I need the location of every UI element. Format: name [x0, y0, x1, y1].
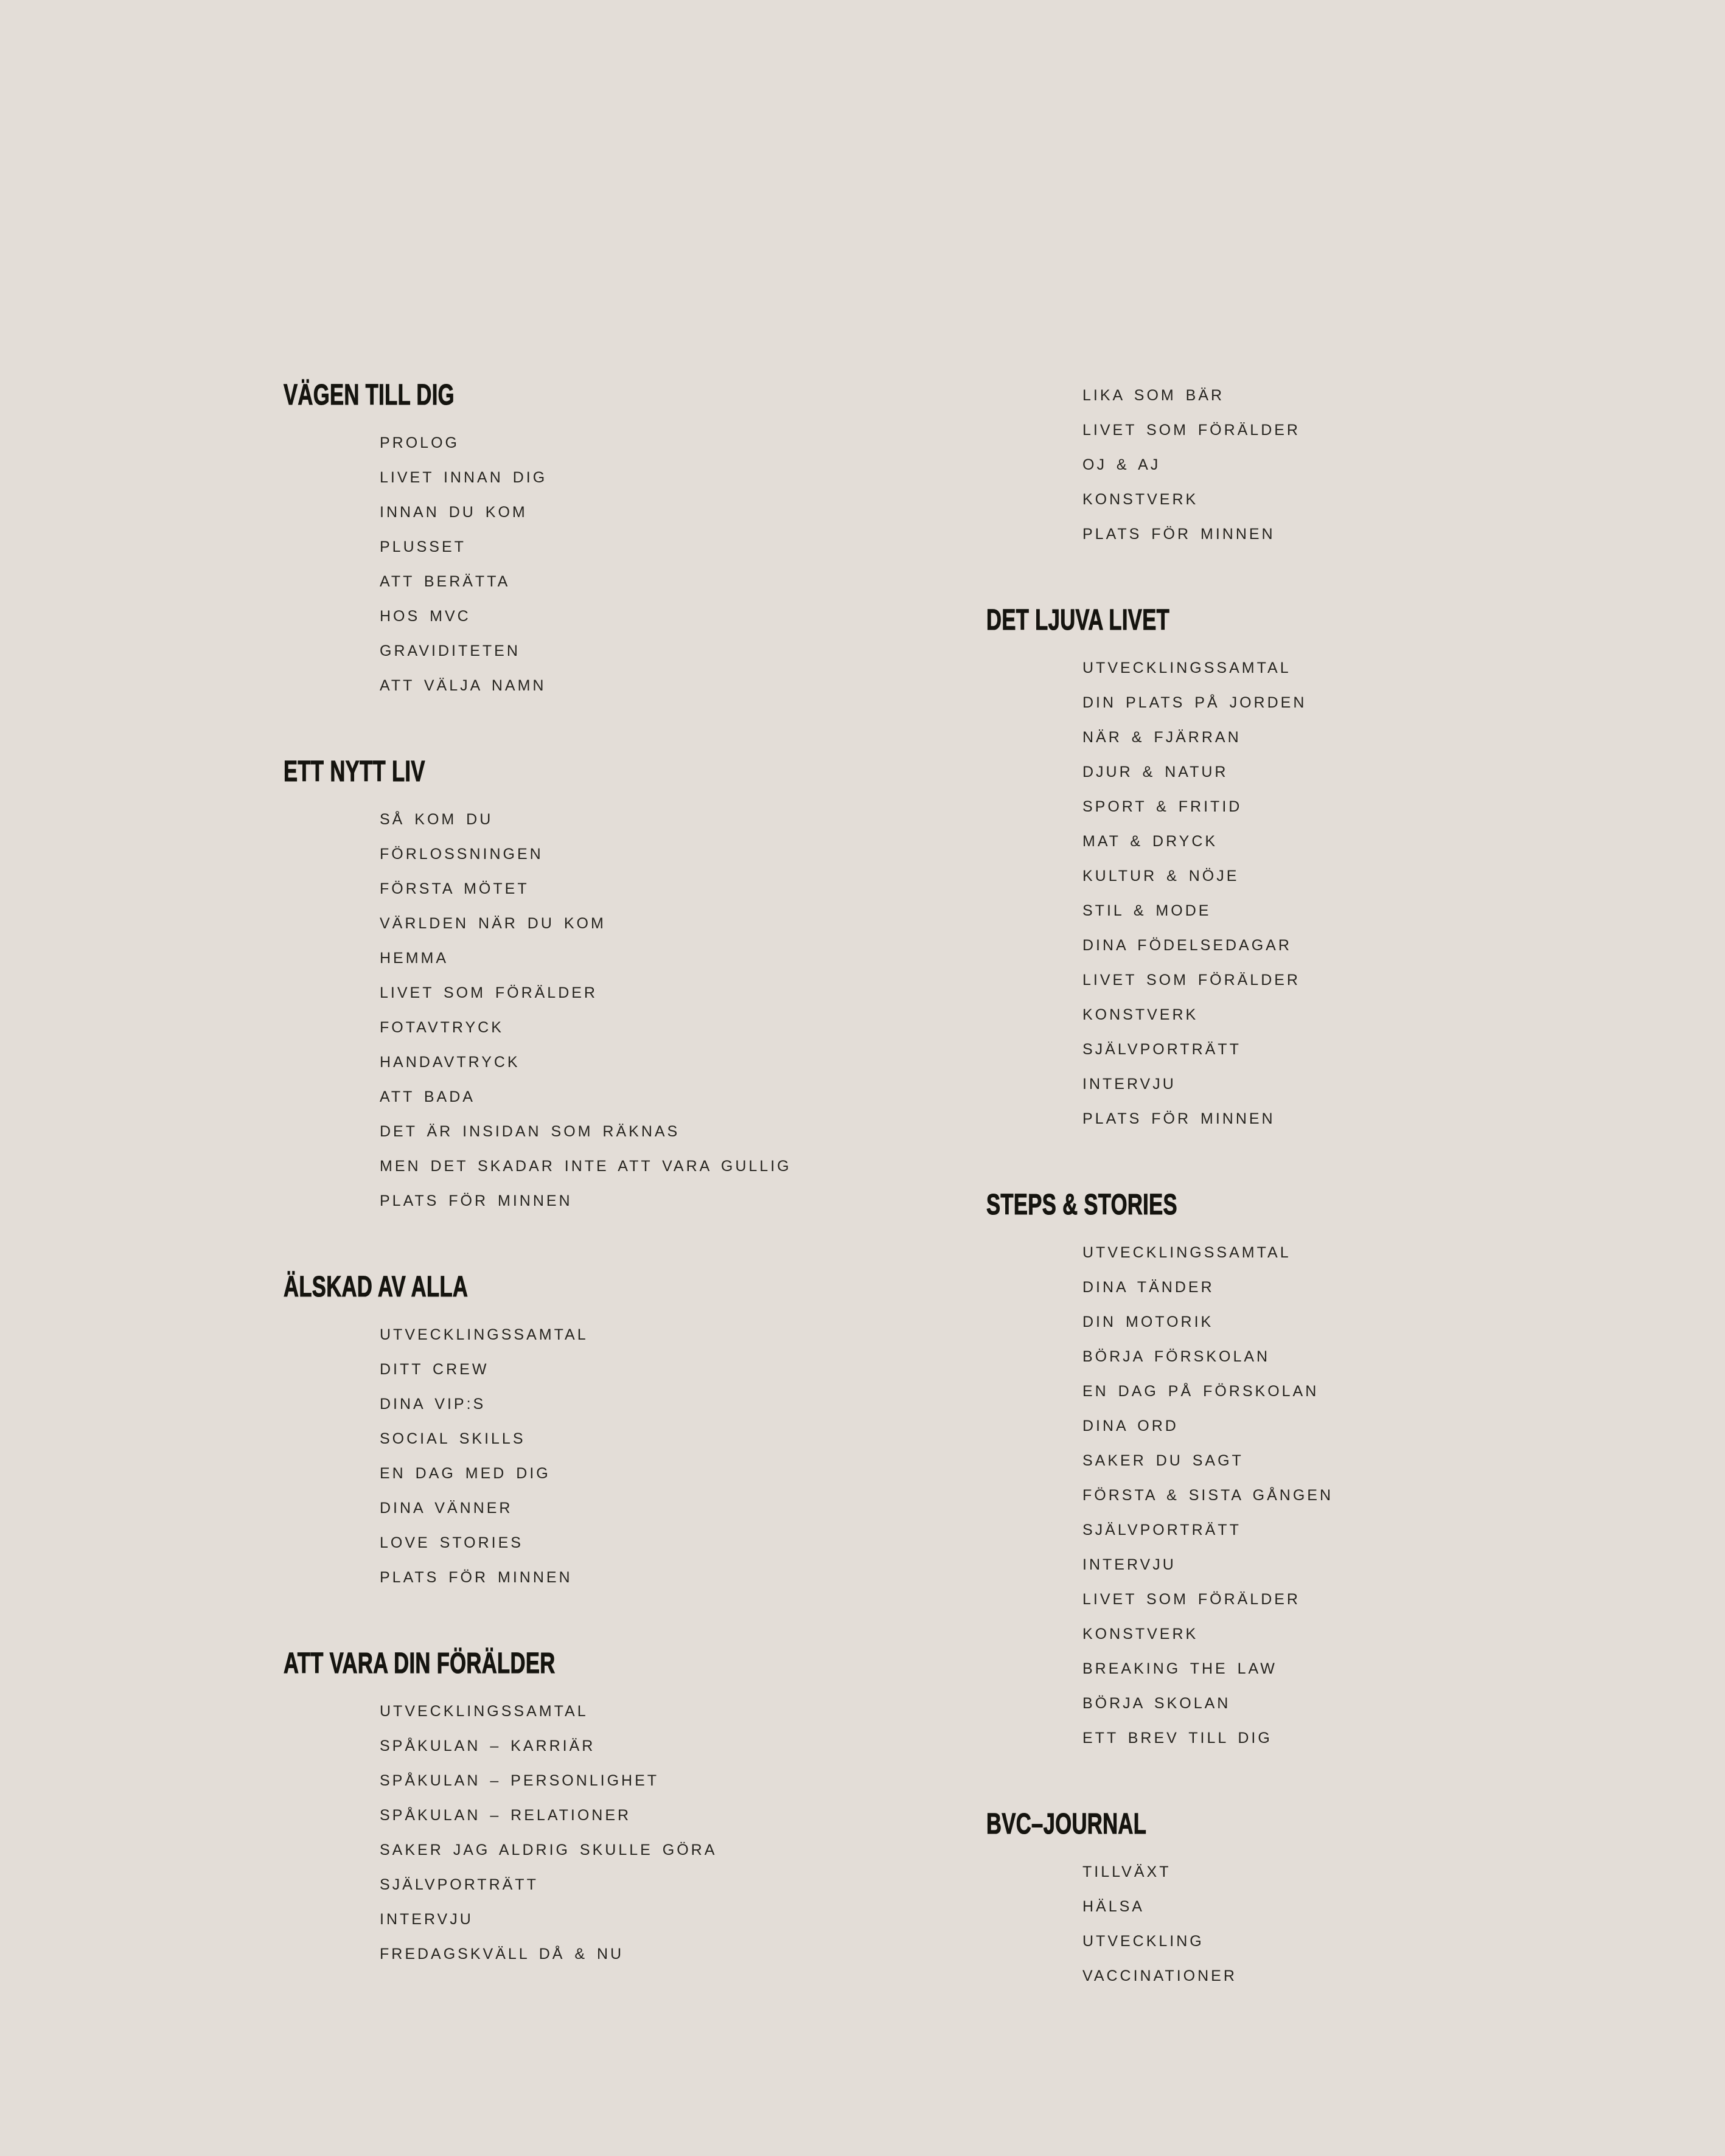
toc-item: ATT BADA [380, 1088, 475, 1105]
toc-item: VACCINATIONER [1082, 1967, 1237, 1984]
toc-item: UTVECKLINGSSAMTAL [380, 1326, 588, 1343]
section-heading [986, 1188, 1668, 1222]
toc-column-right [986, 378, 1668, 1994]
toc-item: HÄLSA [1082, 1898, 1145, 1915]
toc-item: BÖRJA SKOLAN [1082, 1695, 1231, 1712]
section-heading [284, 1647, 986, 1681]
toc-item: DINA VIP:S [380, 1396, 486, 1413]
toc-item: SJÄLVPORTRÄTT [1082, 1041, 1241, 1058]
toc-item: SJÄLVPORTRÄTT [380, 1876, 538, 1893]
toc-item: HANDAVTRYCK [380, 1054, 520, 1071]
toc-item: LIVET SOM FÖRÄLDER [1082, 422, 1300, 439]
toc-item: FREDAGSKVÄLL DÅ & NU [380, 1946, 624, 1963]
toc-item: STIL & MODE [1082, 902, 1211, 919]
toc-item: INNAN DU KOM [380, 504, 528, 521]
toc-item: UTVECKLINGSSAMTAL [380, 1703, 588, 1720]
toc-columns [284, 378, 1668, 1994]
toc-item: UTVECKLING [1082, 1933, 1204, 1950]
toc-item: KONSTVERK [1082, 1006, 1199, 1023]
toc-item: NÄR & FJÄRRAN [1082, 729, 1241, 746]
section-heading-label: ETT NYTT LIV [284, 756, 425, 788]
section-heading [986, 603, 1668, 638]
section-heading-label: ATT VARA DIN FÖRÄLDER [284, 1647, 556, 1680]
toc-item: UTVECKLINGSSAMTAL [1082, 659, 1291, 676]
section-heading-label: BVC–JOURNAL [986, 1808, 1147, 1840]
toc-item: SÅ KOM DU [380, 811, 493, 828]
toc-item: BREAKING THE LAW [1082, 1660, 1277, 1677]
toc-item: ATT VÄLJA NAMN [380, 677, 546, 694]
toc-item: SPÅKULAN – PERSONLIGHET [380, 1772, 660, 1789]
toc-item: SAKER JAG ALDRIG SKULLE GÖRA [380, 1841, 717, 1859]
toc-item: KULTUR & NÖJE [1082, 868, 1239, 885]
toc-item: SPÅKULAN – KARRIÄR [380, 1737, 596, 1754]
toc-item: MAT & DRYCK [1082, 833, 1218, 850]
toc-item: FÖRSTA MÖTET [380, 880, 529, 897]
section-heading-label: VÄGEN TILL DIG [284, 379, 455, 411]
toc-item: TILLVÄXT [1082, 1863, 1171, 1880]
section-heading [986, 1807, 1668, 1841]
toc-item: INTERVJU [1082, 1556, 1176, 1573]
toc-item: DET ÄR INSIDAN SOM RÄKNAS [380, 1123, 680, 1140]
toc-item: EN DAG PÅ FÖRSKOLAN [1082, 1383, 1319, 1400]
toc-item: FÖRLOSSNINGEN [380, 846, 543, 863]
toc-item: UTVECKLINGSSAMTAL [1082, 1244, 1291, 1261]
section-heading [284, 378, 986, 412]
toc-item: FOTAVTRYCK [380, 1019, 504, 1036]
toc-item: GRAVIDITETEN [380, 642, 520, 659]
toc-item: SPÅKULAN – RELATIONER [380, 1807, 632, 1824]
toc-item: SAKER DU SAGT [1082, 1452, 1244, 1469]
toc-item: DINA ORD [1082, 1417, 1179, 1434]
toc-item: SJÄLVPORTRÄTT [1082, 1521, 1241, 1539]
toc-item: BÖRJA FÖRSKOLAN [1082, 1348, 1270, 1365]
toc-item: SPORT & FRITID [1082, 798, 1242, 815]
toc-item: HOS MVC [380, 608, 471, 625]
section-heading [284, 755, 986, 789]
toc-item: DINA VÄNNER [380, 1500, 513, 1517]
toc-column-left [284, 378, 986, 1972]
toc-item: INTERVJU [1082, 1076, 1176, 1093]
section-heading-label: DET LJUVA LIVET [986, 604, 1170, 636]
toc-item: DINA FÖDELSEDAGAR [1082, 937, 1292, 954]
toc-item: ATT BERÄTTA [380, 573, 511, 590]
toc-item: LIVET SOM FÖRÄLDER [1082, 972, 1300, 989]
toc-item: OJ & AJ [1082, 456, 1161, 473]
toc-item: LIKA SOM BÄR [1082, 387, 1225, 404]
toc-item: KONSTVERK [1082, 491, 1199, 508]
toc-item: PLATS FÖR MINNEN [1082, 526, 1275, 543]
toc-item: PROLOG [380, 434, 459, 451]
section-heading-label: ÄLSKAD AV ALLA [284, 1271, 469, 1303]
toc-item: LIVET INNAN DIG [380, 469, 548, 486]
section-heading [284, 1270, 986, 1304]
toc-item: DINA TÄNDER [1082, 1279, 1214, 1296]
toc-item: FÖRSTA & SISTA GÅNGEN [1082, 1487, 1334, 1504]
toc-item: PLUSSET [380, 538, 466, 555]
section-heading-label: STEPS & STORIES [986, 1189, 1177, 1221]
toc-item: LOVE STORIES [380, 1534, 523, 1551]
toc-item: INTERVJU [380, 1911, 473, 1928]
toc-item: VÄRLDEN NÄR DU KOM [380, 915, 606, 932]
toc-item: MEN DET SKADAR INTE ATT VARA GULLIG [380, 1158, 792, 1175]
toc-item: LIVET SOM FÖRÄLDER [380, 984, 598, 1001]
toc-item: PLATS FÖR MINNEN [380, 1192, 573, 1209]
toc-item: DJUR & NATUR [1082, 763, 1228, 781]
toc-item: EN DAG MED DIG [380, 1465, 551, 1482]
toc-item: DIN PLATS PÅ JORDEN [1082, 694, 1307, 711]
toc-item: DIN MOTORIK [1082, 1313, 1214, 1330]
toc-item: KONSTVERK [1082, 1626, 1199, 1643]
toc-item: ETT BREV TILL DIG [1082, 1730, 1272, 1747]
toc-item: SOCIAL SKILLS [380, 1430, 526, 1447]
toc-item: DITT CREW [380, 1361, 489, 1378]
toc-item: PLATS FÖR MINNEN [380, 1569, 573, 1586]
toc-item: PLATS FÖR MINNEN [1082, 1110, 1275, 1127]
toc-item: HEMMA [380, 950, 449, 967]
toc-item: LIVET SOM FÖRÄLDER [1082, 1591, 1300, 1608]
